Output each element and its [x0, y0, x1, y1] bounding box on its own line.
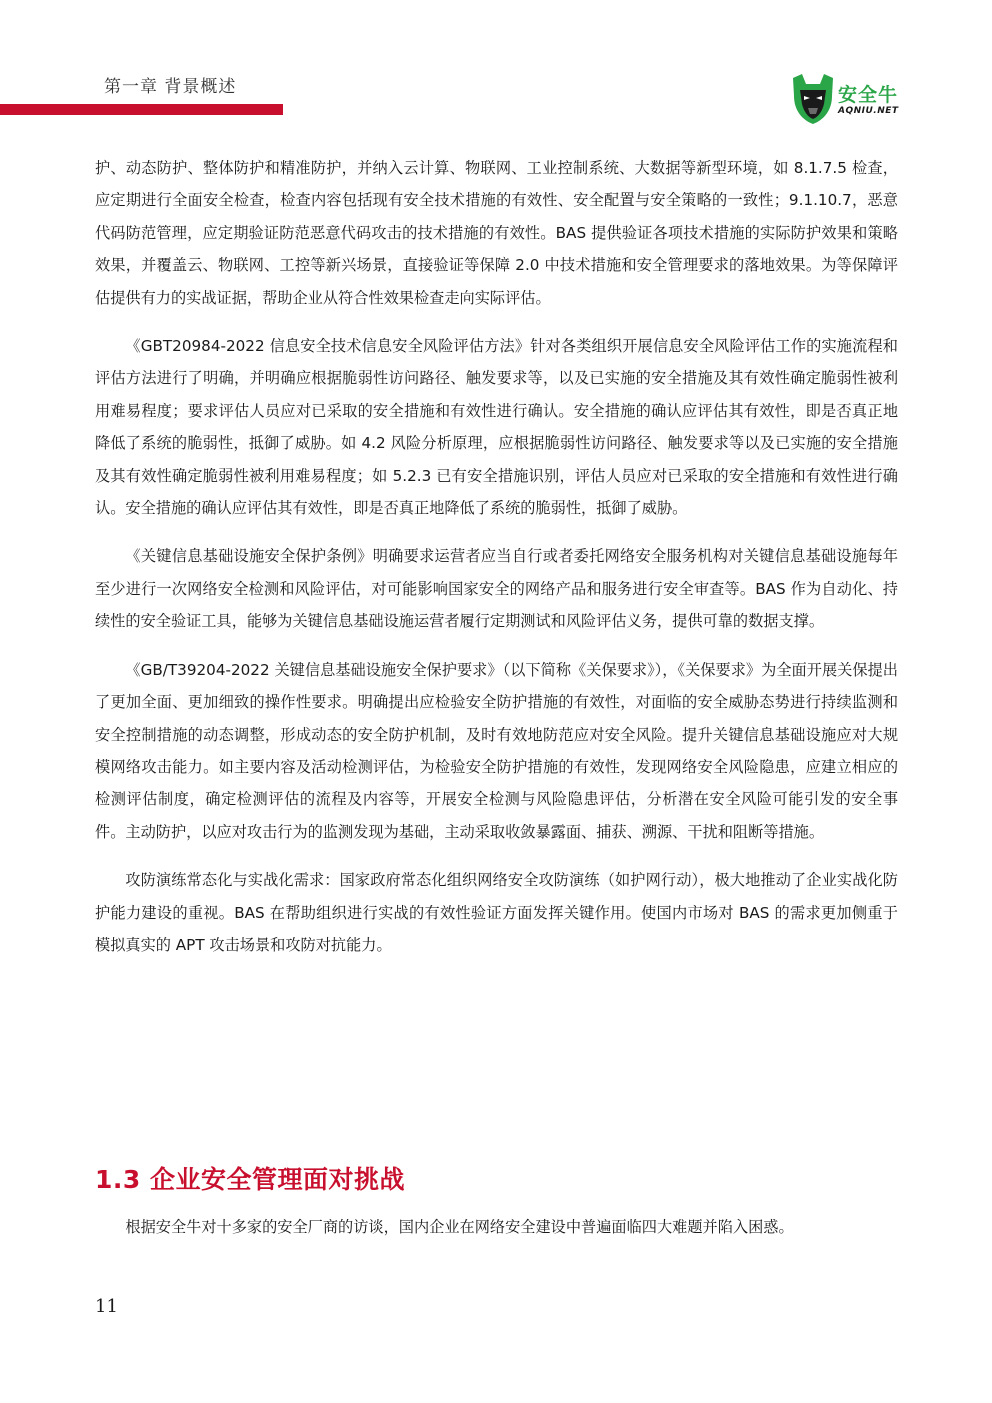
logo-text-cn: 安全牛 — [838, 84, 899, 106]
paragraph-2: 《GBT20984-2022 信息安全技术信息安全风险评估方法》针对各类组织开展信息安全风险评估工作的实施流程和评估方法进行了明确，并明确应根据脆弱性访问路径、触发要求等，以及已实施的安全措施及其有效性确定脆弱性被利用难易程度；要求评估人员应对已采取的安全措施和有效性进行确认。安全措施的确认应评估其有效性，即是否真正地降低了系统的脆弱性，抵御了威胁。如 4.2 风险分析原理，应根据脆弱性访问路径、触发要求等以及已实施的安全措施及其有效性确定脆弱性被利用难易程度；如 5.2.3 已有安全措施识别，评估人员应对已采取的安全措施和有效性进行确认。安全措施的确认应评估其有效性，即是否真正地降低了系统的脆弱性，抵御了威胁。 — [95, 337, 898, 518]
bull-shield-icon — [788, 70, 838, 126]
body-content — [95, 152, 898, 977]
header-accent-bar — [0, 104, 283, 115]
paragraph-4: 《GB/T39204-2022 关键信息基础设施安全保护要求》（以下简称《关保要求》），《关保要求》为全面开展关保提出了更加全面、更加细致的操作性要求。明确提出应检验安全防护措施的有效性，对面临的安全威胁态势进行持续监测和安全控制措施的动态调整，形成动态的安全防护机制，及时有效地防范应对安全风险。提升关键信息基础设施应对大规模网络攻击能力。如主要内容及活动检测评估，为检验安全防护措施的有效性，发现网络安全风险隐患，应建立相应的检测评估制度，确定检测评估的流程及内容等，开展安全检测与风险隐患评估，分析潜在安全风险可能引发的安全事件。主动防护，以应对攻击行为的监测发现为基础，主动采取收敛暴露面、捕获、溯源、干扰和阻断等措施。 — [95, 660, 898, 841]
paragraph-5: 攻防演练常态化与实战化需求：国家政府常态化组织网络安全攻防演练（如护网行动），极大地推动了企业实战化防护能力建设的重视。BAS 在帮助组织进行实战的有效性验证方面发挥关键作用。使国内市场对 BAS 的需求更加侧重于模拟真实的 APT 攻击场景和攻防对抗能力。 — [95, 871, 898, 954]
paragraph-3: 《关键信息基础设施安全保护条例》明确要求运营者应当自行或者委托网络安全服务机构对关键信息基础设施每年至少进行一次网络安全检测和风险评估，对可能影响国家安全的网络产品和服务进行安全审查等。BAS 作为自动化、持续性的安全验证工具，能够为关键信息基础设施运营者履行定期测试和风险评估义务，提供可靠的数据支撑。 — [95, 547, 898, 631]
logo-text-en: AQNIU.NET — [838, 106, 899, 116]
paragraph-1: 护、动态防护、整体防护和精准防护，并纳入云计算、物联网、工业控制系统、大数据等新型环境，如 8.1.7.5 检查，应定期进行全面安全检查，检查内容包括现有安全技术措施的有效性、安全配置与安全策略的一致性；9.1.10.7，恶意代码防范管理，应定期验证防范恶意代码攻击的技术措施的有效性。BAS 提供验证各项技术措施的实际防护效果和策略效果，并覆盖云、物联网、工控等新兴场景，直接验证等保障 2.0 中技术措施和安全管理要求的落地效果。为等保障评估提供有力的实战证据，帮助企业从符合性效果检查走向实际评估。 — [95, 159, 898, 307]
logo — [788, 70, 908, 126]
section-heading: 1.3 企业安全管理面对挑战 — [95, 1165, 405, 1194]
page-number: 11 — [95, 1296, 118, 1317]
section-intro: 根据安全牛对十多家的安全厂商的访谈，国内企业在网络安全建设中普遍面临四大难题并陷入困惑。 — [125, 1218, 794, 1236]
chapter-title: 第一章 背景概述 — [104, 77, 237, 97]
